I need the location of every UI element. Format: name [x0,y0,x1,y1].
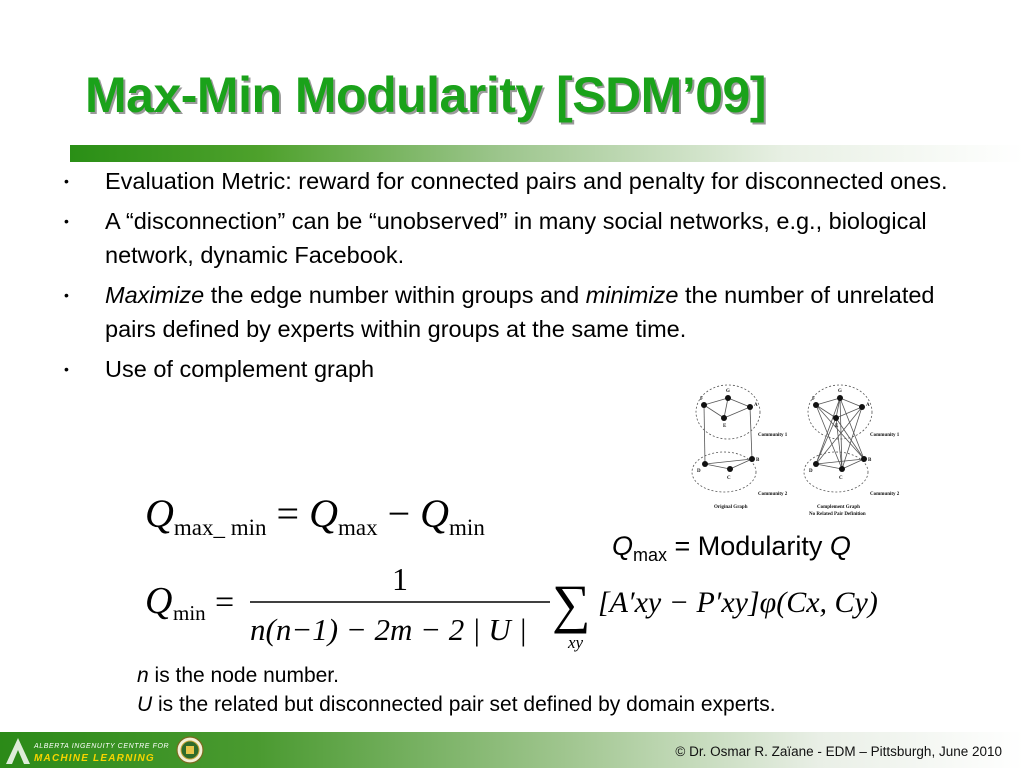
qdef-sub: max [633,545,668,565]
node-label: B [756,458,760,463]
bullet-text: A “disconnection” can be “unobserved” in many social networks, e.g., biological network, dynamic Facebook. [105,208,927,268]
variable-notes [137,661,776,719]
figure-caption: Original Graph [714,505,748,510]
node-label: B [868,458,872,463]
graph-figure [690,382,920,522]
note-var: U [137,693,153,716]
eq-denominator: n(n−1) − 2m − 2 | U | [250,612,527,647]
bullet-dot: • [64,361,69,377]
bullet-item [62,278,962,346]
eq-sub: min [173,601,206,625]
eq-sub: min [449,515,485,540]
note-n [137,661,776,690]
eq-equals: = [215,584,235,621]
eq-q: Q [420,491,450,536]
eq-q: Q [145,491,174,536]
eq-sum-index: xy [568,633,584,652]
bullet-item [62,204,962,272]
community-label: Community 2 [870,492,900,497]
bullet-emphasis-minimize: minimize [585,282,679,308]
bullet-text: Evaluation Metric: reward for connected pairs and penalty for disconnected ones. [105,168,948,194]
node-label: F [812,397,816,402]
bullet-list [62,164,962,392]
eq-minus: − [387,491,411,536]
node-label: D [697,469,701,474]
node-label: A [754,403,758,408]
eq-q: Q [145,580,173,622]
note-u [137,690,776,719]
bullet-text-mid: the edge number within groups and [204,282,586,308]
node-label: D [809,469,813,474]
eq-sub: max_ min [173,515,267,540]
note-var: n [137,664,149,687]
node-label: E [723,424,727,429]
node-label: G [726,389,730,394]
aicml-logo [4,734,174,766]
node-label: E [835,424,839,429]
eq-equals: = [276,491,300,536]
community-label: Community 1 [758,433,788,438]
node-label: F [700,397,704,402]
bullet-dot: • [64,213,69,229]
bullet-dot: • [64,287,69,303]
figure-caption: Complement Graph [817,505,860,510]
community-label: Community 2 [758,492,788,497]
sum-symbol: ∑ [552,574,591,634]
bullet-item [62,352,962,386]
logo-line2: MACHINE LEARNING [34,753,155,764]
equation-qmaxmin [145,490,485,541]
logo-line1: ALBERTA INGENUITY CENTRE FOR [34,743,170,750]
university-seal-icon [176,736,204,764]
bullet-text: Use of complement graph [105,356,375,382]
slide-title: Max-Min Modularity [SDM’09] [85,67,766,123]
copyright-text: © Dr. Osmar R. Zaïane - EDM – Pittsburgh, June 2010 [675,744,1002,759]
bullet-dot: • [64,173,69,189]
qdef-q-italic: Q [829,531,851,561]
qdef-text: = Modularity [667,531,830,561]
node-label: G [838,389,842,394]
figure-caption: No Related Pair Definition [809,512,866,517]
title-underline-bar [70,145,1024,162]
community-label: Community 1 [870,433,900,438]
equation-qmin [140,560,900,660]
qdef-q: Q [612,531,634,561]
eq-sub: max [337,515,378,540]
eq-numerator: 1 [392,561,408,597]
note-text: is the related but disconnected pair set defined by domain experts. [152,693,776,716]
eq-q: Q [309,491,338,536]
eq-summand: [A′xy − P′xy]φ(Cx, Cy) [598,586,878,619]
bullet-text [105,282,935,342]
node-label: A [866,403,870,408]
bullet-emphasis-maximize: Maximize [105,282,205,308]
note-text: is the node number. [148,664,339,687]
node-label: C [839,476,843,481]
node-label: C [727,476,731,481]
bullet-text-end: the number of unrelated pairs defined by experts within groups at the same time. [105,282,935,342]
bullet-item [62,164,962,198]
